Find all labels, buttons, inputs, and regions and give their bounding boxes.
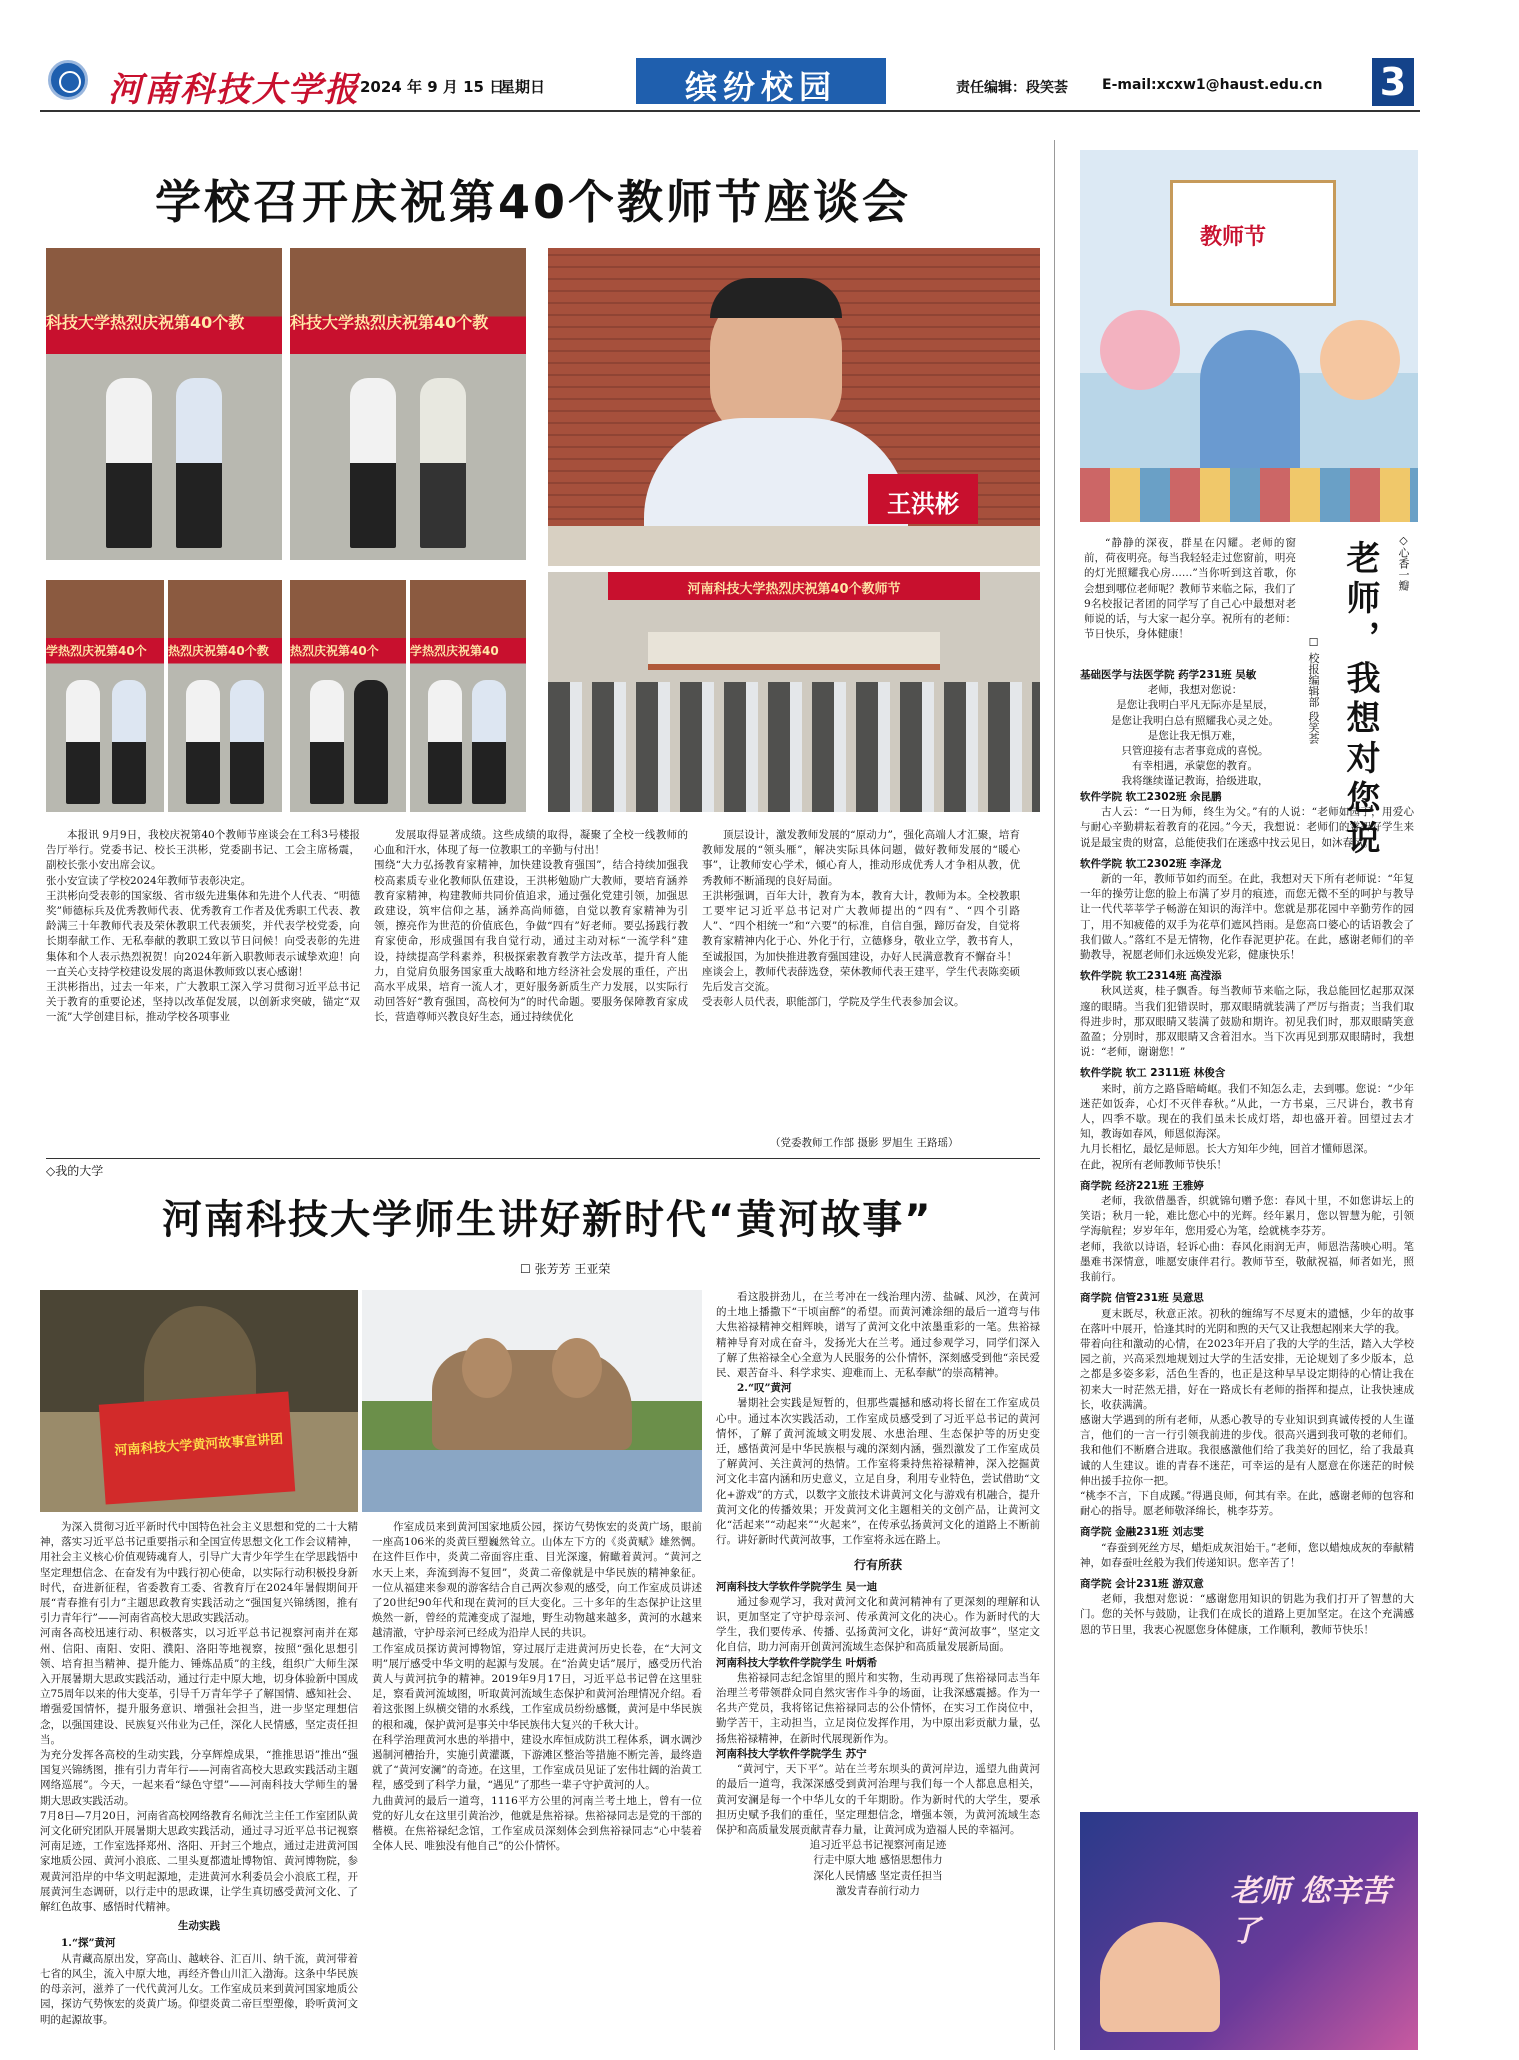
article1-col2-text: 发展取得显著成绩。这些成绩的取得，凝聚了全校一线教师的心血和汗水，体现了每一位教职工的辛勤与付出！ 围绕“大力弘扬教育家精神，加快建设教育强国”，结合持续加强我校高素质专业化教师队伍建设，王洪彬勉励广大教师，要培育涵养教育家精神，构建教师共同价值追求，通过强化党建引领，加强思政建设，筑牢信仰之基，涵养高尚师德，自觉以教育家精神为引领，擦亮作为世范的价值底色，争做“四有”好老师。要弘扬践行教育家使命，形成强国有我自觉行动，通过主动对标“一流学科”建设，持续提高学科素养，积极探索教育教学方法改革，提升育人能力，自觉肩负服务国家重大战略和地方经济社会发展的重任，产出高水平成果，培育一流人才，更好服务新质生产力发展，以实际行动回答好“教育强国，高校何为”的时代命题。要服务保障教育家成长，营造尊师兴教良好生态，通过持续优化	[374, 829, 688, 1024]
article1-col2	[374, 828, 688, 1148]
entry-text: 新的一年，教师节如约而至。在此，我想对天下所有老师说：“年复一年的操劳让您的脸上布满了岁月的痕迹，而您无微不至的呵护与教导让一代代莘莘学子畅游在知识的海洋中。您就是那花园中辛勤劳作的园丁，用不知疲倦的双手为花草们遮风挡雨。是您高口婆心的话语教会了我们做人。”落红不是无情物，化作春泥更护花。在此，感谢老师们的辛勤教导，祝愿老师们永远焕发光彩，健康快乐！	[1080, 873, 1414, 962]
divider	[46, 1158, 1040, 1159]
article2-col1-text: 为深入贯彻习近平新时代中国特色社会主义思想和党的二十大精神，落实习近平总书记重要指示和全国宣传思想文化工作会议精神，用社会主义核心价值观铸魂育人，引导广大青少年学生在学思践悟中坚定理想信念、在奋发有为中践行初心使命，以实际行动积极投身新时代，奋进新征程，省委教育工委、省教育厅在2024年暑假期间开展“青春推有引力”主题思政教育实践活动之“强国复兴锦绣图，推有引力青年行”——河南省高校大思政实践活动。 河南各高校迅速行动、积极落实，以习近平总书记视察河南并在郑州、信阳、南阳、安阳、濮阳、洛阳等地视察，按照“强化思想引领、培育担当精神、提升能力、锤炼品质”的主线，组织广大师生深入开展暑期大思政实践活动，通过行走中原大地，切身体验新中国成立75周年以来的伟大变革，引导千万青年学子了解国情、感知社会、增强爱国情怀，提升服务意识、增强社会担当，进一步坚定理想信念，以强国建设、民族复兴伟业为己任，深化人民情感，坚定责任担当。 为充分发挥各高校的生动实践，分享辉煌成果，“推推思语”推出“强国复兴锦绣图，推有引力青年行——河南省高校大思政实践活动主题网络巡展”。今天，一起来看“绿色守望”——河南科技大学师生的暑期大思政实践活动。 7月8日—7月20日，河南省高校网络教育名师沈兰主任工作室团队黄河文化研究团队开展暑期大思政实践活动，通过寻习近平总书记视察河南足迹，工作室选择郑州、洛阳、开封三个地点，通过走进黄河国家地质公园、黄河小浪底、二里头夏都遗址博物馆、黄河博物院，参观黄河沿岸的中华文明起源地，走进黄河水利委员会小浪底工程，开展黄河生态调研，以行走中的思政课，让学生真切感受黄河文化、了解红色故事、感悟时代精神。	[40, 1521, 358, 1914]
issue-date: 2024 年 9 月 15 日	[360, 78, 505, 96]
award-photo-3	[46, 580, 164, 812]
entry-text: 夏末既尽，秋意正浓。初秋的缠绵写不尽夏末的遗憾，少年的故事在落叶中展开，恰逢其时的光阴和煦的天气又让我想起刚来大学的我。 带着向往和激动的心情，在2023年开启了我的大学的生活，踏入大学校园之前，兴高采烈地规划过大学的生活安排，无论规划了多少版本，总之都是多姿多彩，活色生香的，也正是这种早早设定期待的心情让我在初来大一时茫然无措，好在一路成长有老师的指挥和提点，让我快速成长，收获满满。 感谢大学遇到的所有老师，从悉心教导的专业知识到真诚传授的人生谨言，他们的一言一行引领我前进的步伐。很高兴遇到我可敬的老师们。我和他们不断磨合进取。我很感激他们给了我美好的回忆，给了我最真诚的人生建议。谁的青春不迷茫，可幸运的是有人愿意在你迷茫的时候伸出援手拉你一把。 “桃李不言，下自成蹊。”得遇良师，何其有幸。在此，感谢老师的包容和耐心的指导。愿老师敬泽绵长，桃李芬芳。	[1080, 1307, 1414, 1518]
article1-credit: （党委教师工作部 摄影 罗旭生 王路瑶）	[770, 1137, 959, 1149]
editor-email: E-mail:xcxw1@haust.edu.cn	[1102, 77, 1323, 93]
thank-you-poster	[1080, 1812, 1418, 2050]
award-banner-text: 学热烈庆祝第40个	[46, 644, 147, 658]
article2-byline: ☐ 张芳芳 王亚荣	[520, 1262, 611, 1276]
illustration-board-text: 教师节	[1200, 225, 1267, 250]
masthead	[0, 0, 1519, 112]
entry-author: 软件学院 软工 2311班 林俊含	[1080, 1067, 1226, 1080]
article1-col3	[702, 828, 1020, 1133]
article2-subhead-gains: 行有所获	[853, 1558, 902, 1573]
article2-col3	[716, 1290, 1040, 2050]
entry-author: 软件学院 软工2302班 李泽龙	[1080, 857, 1222, 870]
article2-col1-tail: 从青藏高原出发，穿高山、越峡谷、汇百川、纳千流，黄河带着七省的风尘，流入中原大地，再经齐鲁山川汇入渤海。这条中华民族的母亲河，滋养了一代代黄河儿女。工作室成员来到黄河国家地质公园，探访气势恢宏的炎黄广场。仰望炎黄二帝巨型塑像，聆听黄河文明的起源故事。	[40, 1952, 358, 2026]
masthead-rule	[40, 110, 1420, 112]
yellow-river-sculpture-photo	[362, 1290, 702, 1512]
student3-text: “黄河宁，天下平”。站在兰考东坝头的黄河岸边，遥望九曲黄河的最后一道弯，我深深感受到黄河治理与我们每一个人都息息相关，黄河安澜是每一个中华儿女的千年期盼。作为新时代的大学生，要承担历史赋予我们的重任，坚定理想信念，增强本领，为黄河流域生态保护和高质量发展贡献青春力量，让黄河成为造福人民的幸福河。	[716, 1763, 1040, 1836]
award-photo-4	[168, 580, 282, 812]
article1-headline: 学校召开庆祝第40个教师节座谈会	[155, 175, 912, 229]
article2-subhead-sigh: 2.“叹”黄河	[737, 1382, 792, 1395]
entry-author: 商学院 金融231班 刘志雯	[1080, 1526, 1204, 1539]
entry-text: 老师，我想对您说：“感谢您用知识的钥匙为我们打开了智慧的大门。您的关怀与鼓励，让我们在成长的道路上更加坚定。在这个充满感恩的节日里，我衷心祝愿您身体健康，工作顺利，教师节快乐！	[1080, 1593, 1414, 1636]
award-photo-2	[290, 248, 526, 560]
meeting-photo	[548, 572, 1040, 812]
article1-col1	[46, 828, 360, 1148]
editor-credit: 责任编辑：段笑荟	[956, 80, 1068, 96]
university-seal-icon	[48, 60, 88, 100]
article1-col3-text: 顶层设计，激发教师发展的“原动力”，强化高端人才汇聚，培育教师发展的“领头雁”，解决实际具体问题，做好教师发展的“暖心事”，让教师安心学术，倾心育人，推动形成优秀人才争相从教，优秀教师不断涌现的良好局面。 王洪彬强调，百年大计，教育为本，教育大计，教师为本。全校教职工要牢记习近平总书记对广大教师提出的“四有”、“四个引路人”、“四个相统一”和“六要”的标准，自信自强，蹄厉奋发，自觉将教育家精神内化于心、外化于行，立德修身，敬业立学，教书育人，至诚报国，为加快推进教育强国建设，办好人民满意教育不懈奋斗！ 座谈会上，教师代表薛选登，荣休教师代表王建平，学生代表陈奕硕先后发言交流。 受表彰人员代表，职能部门，学院及学生代表参加会议。	[702, 829, 1020, 1009]
entry-text: 老师，我想对您说： 是您让我明白平凡无际亦是星辰， 是您让我明白总有照耀我心灵之处。 是您让我无惧万难， 只管迎接有志者事竟成的喜悦。 有幸相遇，承蒙您的教育。 我将继续谨记教诲，拾级进取，	[1111, 684, 1279, 788]
article2-col3-text2: 暑期社会实践是短暂的，但那些震撼和感动将长留在工作室成员心中。通过本次实践活动，工作室成员感受到了习近平总书记的黄河情怀，了解了黄河流域文明发展、水患治理、生态保护等的历史变迁，感悟黄河是中华民族根与魂的深刻内涵，强烈激发了工作室成员了解黄河、关注黄河的热情。工作室将秉持焦裕禄精神，深入挖掘黄河文化丰富内涵和历史意义，立足自身，利用专业特色，尝试借助“文化+游戏”的方式，以数字文旅技术讲黄河文化与游戏有机融合，提升黄河文化的传播效果；开发黄河文化主题相关的文创产品，让黄河文化“活起来”“动起来”“火起来”，在传承弘扬黄河文化的道路上不断前行。讲好新时代黄河故事，工作室将永远在路上。	[716, 1397, 1040, 1547]
page-number-box	[1372, 58, 1414, 106]
paper-name: 河南科技大学报	[108, 70, 360, 110]
award-photo-6	[410, 580, 526, 812]
flag-text: 河南科技大学黄河故事宣讲团	[113, 1431, 284, 1459]
article2-subhead-explore: 1.“探”黄河	[61, 1937, 116, 1950]
student2-text: 焦裕禄同志纪念馆里的照片和实物，生动再现了焦裕禄同志当年治理兰考带领群众同自然灾害作斗争的场面，让我深感震撼。作为一名共产党员，我将铭记焦裕禄同志的公仆情怀，在实习工作岗位中，勤学苦干，主动担当，立足岗位发挥作用，为中原出彩贡献力量，弘扬焦裕禄精神，在新时代展现新作为。	[716, 1671, 1040, 1745]
article2-col3-text: 看这股拼劲儿，在兰考冲在一线治理内涝、盐碱、风沙，在黄河的土地上播撒下“干顷亩醉”的希望。而黄河滩涂细的最后一道弯与伟大焦裕禄精神交相辉映，谱写了黄河文化中浓墨重彩的一笔。焦裕禄精神导育对成在奋斗，发扬光大在兰考。通过参观学习，同学们深入了解了焦裕禄全心全意为人民服务的公仆情怀，深刻感受到他“亲民爱民、艰苦奋斗、科学求实、迎难而上、无私奉献”的崇高精神。	[716, 1291, 1040, 1380]
article2-col2	[372, 1520, 702, 2050]
poem-line-2: 行走中原大地 感悟思想伟力	[813, 1854, 943, 1867]
entry-text: 古人云：“一日为师，终生为父。”有的人说：“老师如园丁，用爱心与耐心辛勤耕耘着教育的花园。”今天，我想说：老师们的睿智好学生来说是最宝贵的财富，总能使我们在迷惑中找云见日，如沐春风。	[1080, 806, 1414, 849]
student2-name: 河南科技大学软件学院学生 叶炳希	[716, 1656, 878, 1669]
entry-text: 秋风送爽，桂子飘香。每当教师节来临之际，我总能回忆起那双深邃的眼睛。当我们犯错误时，那双眼睛就装满了严厉与指责；当我们取得进步时，那双眼睛又装满了鼓励和期许。初见我们时，那双眼睛笑意盈盈；分别时，那双眼睛又含着泪水。当下次再见到那双眼睛时，我想说：“老师，谢谢您！”	[1080, 985, 1414, 1059]
award-banner-text: 热烈庆祝第40个教	[168, 644, 269, 658]
student1-text: 通过参观学习，我对黄河文化和黄河精神有了更深刻的理解和认识，更加坚定了守护母亲河、传承黄河文化的决心。作为新时代的大学生，我们要传承、传播、弘扬黄河文化，讲好“黄河故事”，坚定文化自信，助力河南开创黄河流域生态保护和高质量发展新局面。	[716, 1595, 1040, 1654]
article2-column-tag: ◇我的大学	[46, 1164, 104, 1178]
article1-col1-text: 本报讯 9月9日，我校庆祝第40个教师节座谈会在工科3号楼报告厅举行。党委书记、校长王洪彬，党委副书记、工会主席杨震，副校长张小安出席会议。 张小安宣读了学校2024年教师节表彰决定。 王洪彬向受表彰的国家级、省市级先进集体和先进个人代表、“明德奖”师德标兵及优秀教师代表、优秀教育工作者及优秀职工代表、教龄满三十年教师代表及荣休教职工代表颁奖，并代表学校党委，向长期奉献工作、无私奉献的教职工致以节日问候！向受表彰的先进集体和个人表示热烈祝贺！向2024年新入职教师表示诚挚欢迎！向一直关心支持学校建设发展的离退休教师致以衷心感谢！ 王洪彬指出，过去一年来，广大教职工深入学习贯彻习近平总书记关于教育的重要论述，坚持以改革促发展，以创新求突破，锚定“双一流”大学创建目标，推动学校各项事业	[46, 829, 360, 1024]
article2-headline: 河南科技大学师生讲好新时代“黄河故事”	[162, 1197, 933, 1243]
entry-text: “春蚕到死丝方尽，蜡炬成灰泪始干。”老师，您以蜡烛成灰的奉献精神，如春蚕吐丝般为我们传递知识。您辛苦了！	[1080, 1541, 1414, 1569]
poster-text: 老师 您辛苦了	[1230, 1874, 1391, 1949]
meeting-banner: 河南科技大学热烈庆祝第40个教师节	[687, 582, 901, 597]
article2-subhead-practice: 生动实践	[178, 1920, 220, 1933]
entry-author: 基础医学与法医学院 药学231班 吴敏	[1080, 669, 1257, 681]
poem-line-3: 深化人民情感 坚定责任担当	[813, 1869, 943, 1882]
entry-author: 软件学院 软工2314班 高滢添	[1080, 970, 1222, 983]
team-flag-photo	[40, 1290, 358, 1512]
poem-line-1: 追习近平总书记视察河南足迹	[809, 1839, 947, 1852]
page-number: 3	[1379, 60, 1407, 104]
teachers-day-illustration	[1080, 150, 1418, 522]
award-banner-text: 科技大学热烈庆祝第40个教	[290, 313, 489, 332]
sidebar-intro	[1084, 536, 1296, 666]
student1-name: 河南科技大学软件学院学生 吴一迪	[716, 1580, 878, 1593]
entry-author: 软件学院 软工2302班 余昆鹏	[1080, 791, 1222, 803]
sidebar-column-tag: ◇心香一瓣	[1397, 534, 1410, 591]
section-title: 缤纷校园	[684, 68, 837, 106]
entry-author: 商学院 经济221班 王雅婷	[1080, 1179, 1204, 1192]
sidebar-byline: ☐ 校报编辑部 段笑荟	[1307, 636, 1320, 744]
issue-weekday: 星期日	[500, 78, 546, 96]
section-banner	[636, 58, 886, 104]
article2-col2-text: 作室成员来到黄河国家地质公园，探访气势恢宏的炎黄广场，眼前一座高106米的炎黄巨塑巍然耸立。山体左下方的《炎黄赋》雄然惆。在这件巨作中，炎黄二帝面容庄重、目光深邃，俯瞰着黄河。“黄河之水天上来，奔流到海不复回”，炎黄二帝像就是中华民族的精神象征。一位从福建来参观的游客结合自己两次参观的感受，向工作室成员讲述了20世纪90年代和现在黄河的巨大变化。三十多年的生态保护让这里焕然一新，曾经的荒滩变成了湿地，野生动物越来越多，黄河的水越来越清澈，守护母亲河已经成为沿岸人民的共识。 工作室成员探访黄河博物馆，穿过展厅走进黄河历史长卷，在“大河文明”展厅感受中华文明的起源与发展。在“治黄史话”展厅，感受历代治黄人与黄河抗争的精神。2019年9月17日，习近平总书记曾在这里驻足，察看黄河流域图，听取黄河流域生态保护和黄河治理情况介绍。看着这张图上纵横交错的水系线，工作室成员纷纷感慨，黄河是中华民族的根和魂，保护黄河是事关中华民族伟大复兴的千秋大计。 在科学治理黄河水患的举措中，建设水库恒成防洪工程体系，调水调沙遏制河槽抬升，实施引黄灌溉，下游滩区整治等措施不断完善，最终造就了“黄河安澜”的奇迹。在这里，工作室成员见证了宏伟壮阔的治黄工程，感受到了科学力量，“遇见”了那些一辈子守护黄河的人。 九曲黄河的最后一道弯，1116平方公里的河南兰考土地上，曾有一位党的好儿女在这里引黄治沙，他就是焦裕禄。焦裕禄同志是党的干部的楷模。在焦裕禄纪念馆，工作室成员深刻体会到焦裕禄同志“心中装着全体人民、唯独没有他自己”的公仆情怀。	[372, 1521, 702, 1853]
entry-author: 商学院 信管231班 吴意思	[1080, 1292, 1204, 1305]
student3-name: 河南科技大学软件学院学生 苏宁	[716, 1747, 867, 1760]
sidebar-title: 老师，我想对您说	[1340, 540, 1380, 860]
entry-text: 老师，我欲借墨香，织就锦句赠予您：春风十里，不如您讲坛上的笑语；秋月一轮，难比您心中的光辉。经年累月，您以智慧为舵，引领学海航程；岁岁年年，您用爱心为笔，绘就桃李芬芳。 老师，我欲以诗语，轻诉心曲：春风化雨润无声，师恩浩荡映心明。笔墨难书深情意，唯愿安康伴君行。教师节至，敬献祝福，师者如光，照我前行。	[1080, 1195, 1414, 1284]
sidebar-rule	[1054, 140, 1055, 2050]
article2-col1	[40, 1520, 358, 2050]
award-photo-1	[46, 248, 282, 560]
award-banner-text: 热烈庆祝第40个	[290, 644, 379, 658]
speaker-nameplate: 王洪彬	[887, 490, 959, 518]
award-banner-text: 学热烈庆祝第40	[410, 644, 499, 658]
sidebar-intro-text: “静静的深夜，群星在闪耀。老师的窗前，荷夜明亮。每当我轻轻走过您窗前，明亮的灯光照耀我心房……”当你听到这首歌，你会想到哪位老师呢？教师节来临之际，我们了9名校报记者团的同学写了自己心中最想对老师说的话，与大家一起分享。祝所有的老师：节日快乐，身体健康！	[1084, 537, 1296, 641]
poem-line-4: 激发青春前行动力	[836, 1884, 920, 1897]
entry-author: 商学院 会计231班 游双意	[1080, 1577, 1204, 1590]
entry-text: 来时，前方之路昏暗崎岖。我们不知怎么走，去到哪。您说：“少年迷茫如饭奔，心灯不灭伴春秋。”从此，一方书桌，三尺讲台，教书育人，四季不歇。现在的我们虽未长成灯塔，却也盛开着。回望过去才知，教诲如春风，师恩似海深。 九月长相忆，最忆是师恩。长大方知年少纯，回首才懂师恩深。 在此，祝所有老师教师节快乐！	[1080, 1082, 1414, 1171]
sidebar-entries	[1080, 668, 1310, 788]
award-photo-5	[290, 580, 406, 812]
speaker-photo	[548, 248, 1040, 566]
award-banner-text: 科技大学热烈庆祝第40个教	[46, 313, 245, 332]
